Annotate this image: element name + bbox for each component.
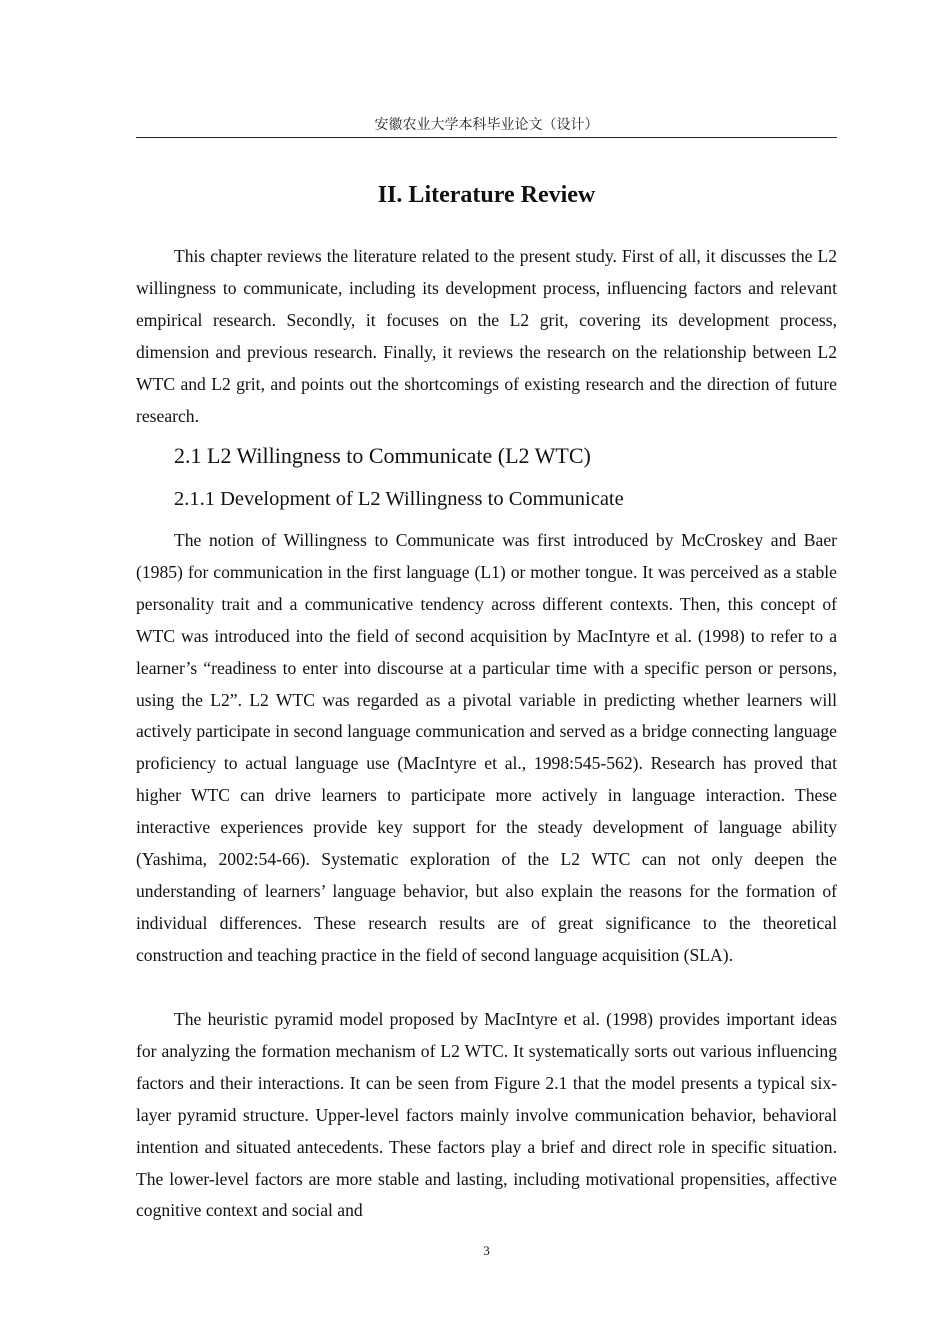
wtc-notion-paragraph: The notion of Willingness to Communicate was first introduced by McCroskey and Baer (1985) for communication in the first language (L1) or mother tongue. It was perceived as a stable personality trait and a communicative tendency across different contexts. Then, this concept of WTC was introduced into the field of second acquisition by MacIntyre et al. (1998) to refer to a learner’s “readiness to enter into discourse at a particular time with a specific person or persons, using the L2”. L2 WTC was regarded as a pivotal variable in predicting whether learners will actively participate in second language communication and served as a bridge connecting language proficiency to actual language use (MacIntyre et al., 1998:545-562). Research has proved that higher WTC can drive learners to participate more actively in language interaction. These interactive experiences provide key support for the steady development of language ability (Yashima, 2002:54-66). Systematic exploration of the L2 WTC can not only deepen the understanding of learners’ language behavior, but also explain the reasons for the formation of individual differences. These research results are of great significance to the theoretical construction and teaching practice in the field of second language acquisition (SLA). (136, 530, 837, 965)
page-number: 3 (483, 1243, 490, 1258)
intro-paragraph: This chapter reviews the literature related to the present study. First of all, it discusses the L2 willingness to communicate, including its development process, influencing factors and relevant empirical research. Secondly, it focuses on the L2 grit, covering its development process, dimension and previous research. Finally, it reviews the research on the relationship between L2 WTC and L2 grit, and points out the shortcomings of existing research and the direction of future research. (136, 246, 837, 426)
header-rule (136, 137, 837, 138)
running-header: 安徽农业大学本科毕业论文（设计） (374, 118, 599, 133)
chapter-title: II. Literature Review (377, 182, 596, 208)
section-heading-2-1-1: 2.1.1 Development of L2 Willingness to Communicate (174, 488, 624, 510)
section-heading-2-1: 2.1 L2 Willingness to Communicate (L2 WTC) (174, 443, 591, 468)
pyramid-model-paragraph: The heuristic pyramid model proposed by MacIntyre et al. (1998) provides important ideas for analyzing the formation mechanism of L2 WTC. It systematically sorts out various influencing factors and their interactions. It can be seen from Figure 2.1 that the model presents a typical six-layer pyramid structure. Upper-level factors mainly involve communication behavior, behavioral intention and situated antecedents. These factors play a brief and direct role in specific situation. The lower-level factors are more stable and lasting, including motivational propensities, affective cognitive context and social and (136, 1009, 837, 1221)
